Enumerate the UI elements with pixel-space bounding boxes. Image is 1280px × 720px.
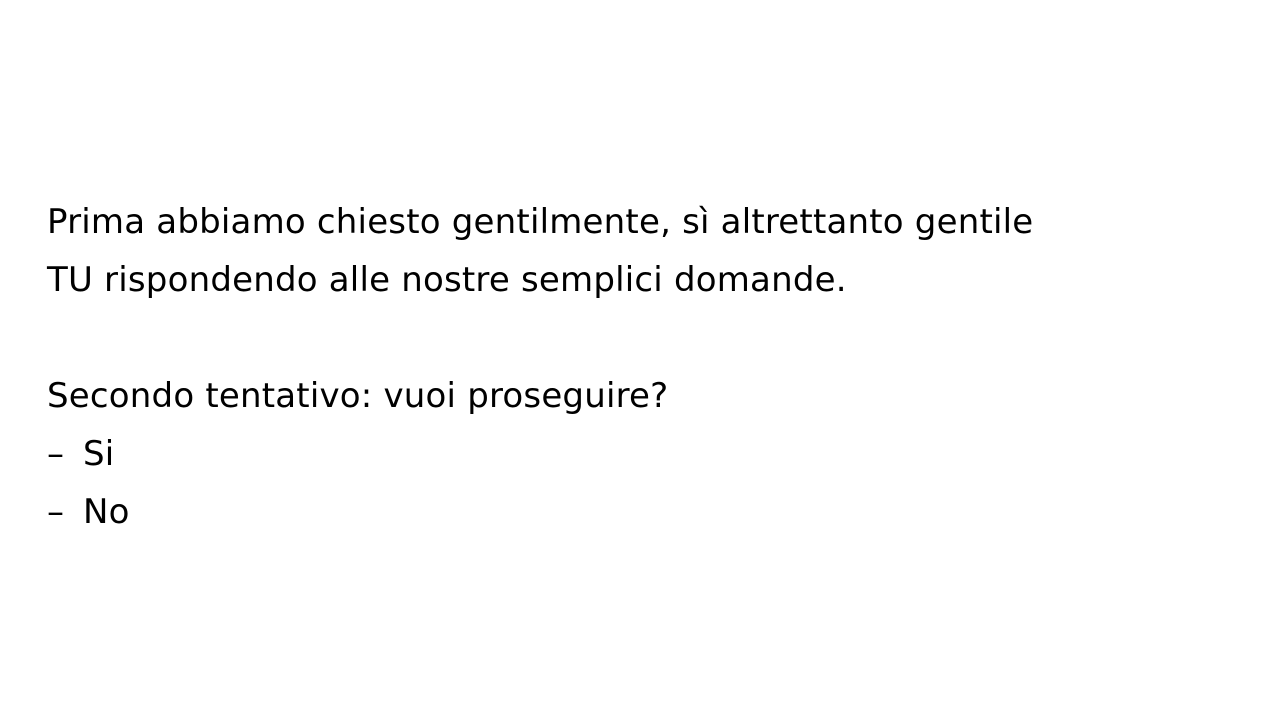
option-label: No [83,492,130,532]
option-si [47,425,1247,483]
dash-bullet: – [47,492,65,532]
dash-bullet: – [47,434,65,474]
slide-text [47,193,1247,541]
blank-line [47,309,1247,367]
option-label: Si [83,434,115,474]
option-no [47,483,1247,541]
paragraph-line-2: TU rispondendo alle nostre semplici domande. [47,260,847,300]
question-text: Secondo tentativo: vuoi proseguire? [47,376,669,416]
paragraph-line-1: Prima abbiamo chiesto gentilmente, sì altrettanto gentile [47,202,1034,242]
